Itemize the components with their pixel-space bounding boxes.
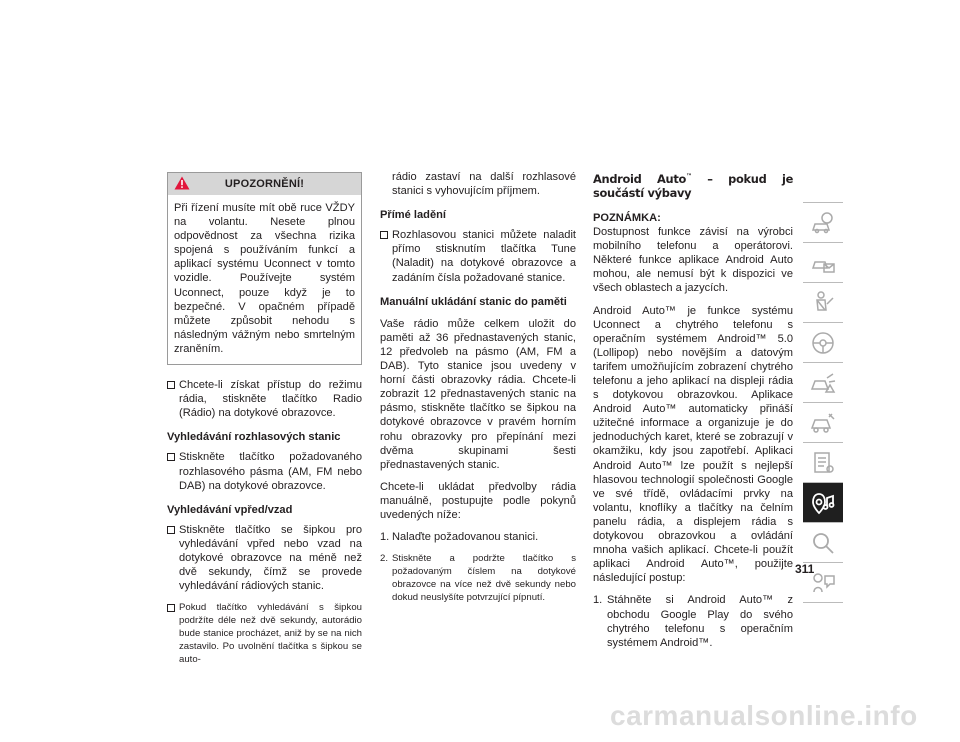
warning-title: UPOZORNĚNÍ! [224,177,305,190]
search-icon [810,530,836,556]
warning-box [167,172,362,365]
seatbelt-person-icon [810,290,836,316]
list-item: Rozhlasovou stanici můžete naladit přímo stisknutím tlačítka Tune (Naladit) na dotykové obrazovce a zadáním čísla požadované stanice. [380,228,576,284]
tab-emergency[interactable] [803,362,843,402]
numbered-step: 1. Nalaďte požadovanou stanici. [380,531,539,544]
car-service-icon [810,410,836,436]
bullet-square-icon [167,453,175,461]
tab-car-info[interactable] [803,202,843,242]
multimedia-music-icon [810,490,836,516]
paragraph-continuation: rádio zastaví na další rozhlasové stanici s vyhovujícím příjmem. [392,171,576,198]
car-crash-icon [810,370,836,396]
page-number: 311 [795,562,815,576]
tab-service[interactable] [803,402,843,442]
section-heading: Vyhledávání rozhlasových stanic [167,431,341,444]
bullet-square-icon [167,381,175,389]
column-2 [380,170,576,604]
chapter-tabs [803,202,843,603]
column-3 [593,170,793,650]
section-heading: Manuální ukládání stanic do paměti [380,295,567,308]
paragraph: Android Auto™ je funkce systému Uconnect a chytrého telefonu s operačním systémem Android™ 5.0 (Lollipop) nebo novějším a datovým tarifem umožňujícím zobrazení chytrého telefonu a jeho aplikací na displeji rádia s dotykovou obrazovkou. Aplikace Android Auto™ automaticky přináší užitečné informace a organizuje je do jednoduchých karet, které se zobrazují v okamžiku, kdy jsou zapotřebí. Aplikaci Android Auto™ lze použít s nejlepší hlasovou technologií společnosti Google ve své třídě, ovládacími prvky na volantu, knoflíky a tlačítky na čelním panelu rádia, a displejem rádia s dotykovou obrazovkou a ovládání mnoha vašich aplikací. Chcete-li použít aplikaci Android Auto™, použijte následující postup: [593,304,793,585]
bullet-square-icon [167,604,175,612]
paragraph: Chcete-li ukládat předvolby rádia manuálně, postupujte podle pokynů uvedených níže: [380,480,576,521]
tab-driving[interactable] [803,322,843,362]
envelope-car-icon [810,250,836,276]
tab-safety[interactable] [803,282,843,322]
section-title: Android Auto™ – pokud je součástí výbavy [593,171,793,200]
column-1 [167,172,362,666]
note-label: POZNÁMKA: [593,211,661,224]
bullet-square-icon [167,526,175,534]
watermark: carmanualsonline.info [610,700,918,731]
list-item: Stiskněte tlačítko se šipkou pro vyhledávání vpřed nebo vzad na dotykové obrazovce na méně než dvě sekundy, čímž se provede vyhledávání rádiových stanic. [167,523,362,593]
numbered-step: 1. Stáhněte si Android Auto™ z obchodu Google Play do svého chytrého telefonu s operačním systémem Android™. [593,594,793,649]
section-heading: Vyhledávání vpřed/vzad [167,503,293,516]
note-text: Dostupnost funkce závisí na výrobci mobilního telefonu a operátorovi. Některé funkce aplikace Android Auto mohou, ale nemusí být k dispozici ve všech oblastech a jazycích. [593,226,793,295]
list-item: Stiskněte tlačítko požadovaného rozhlasového pásma (AM, FM nebo DAB) na dotykové obrazovce. [167,450,362,492]
list-item: Pokud tlačítko vyhledávání s šipkou podržíte déle než dvě sekundy, autorádio bude stanice procházet, aniž by se na nich zastavilo. Po uvolnění tlačítka s šipkou se auto- [167,601,362,666]
tab-multimedia[interactable] [803,482,843,522]
warning-text: Při řízení musíte mít obě ruce VŽDY na volantu. Nesete plnou odpovědnost za všechna rizika spojená s používáním funkcí a aplikací systému Uconnect v tomto vozidle. Používejte systém Uconnect, pouze když je to bezpečné. V opačném případě můžete způsobit nehodu s následným vážným nebo smrtelným zraněním. [174,202,355,355]
section-heading: Přímé ladění [380,209,446,222]
specifications-list-icon [810,450,836,476]
step-number: 1. [380,531,390,544]
tab-messages[interactable] [803,242,843,282]
steering-wheel-icon [810,330,836,356]
step-number: 1. [593,594,603,607]
tab-specifications[interactable] [803,442,843,482]
bullet-square-icon [380,231,388,239]
list-item: Chcete-li získat přístup do režimu rádia, stiskněte tlačítko Radio (Rádio) na dotykové obrazovce. [167,378,362,420]
tab-index[interactable] [803,522,843,562]
numbered-step: 2. Stiskněte a podržte tlačítko s požadovaným číslem na dotykové obrazovce na více než dvě sekundy nebo dokud neuslyšíte potvrzující pípnutí. [380,553,576,604]
warning-triangle-icon [174,176,190,190]
paragraph: Vaše rádio může celkem uložit do paměti až 36 přednastavených stanic, 12 předvoleb na pásmo (AM, FM a DAB). Tyto stanice jsou uvedeny v horní části obrazovky rádia. Chcete-li zobrazit 12 přednastavených stanic na pásmo, stiskněte tlačítko se šipkou na dotykové obrazovce v pravém horním rohu obrazovky pro přepínání mezi dvěma skupinami šesti přednastavených stanic. [380,317,576,471]
car-info-icon [810,210,836,236]
step-number: 2. [380,553,389,565]
warning-header [168,173,361,195]
